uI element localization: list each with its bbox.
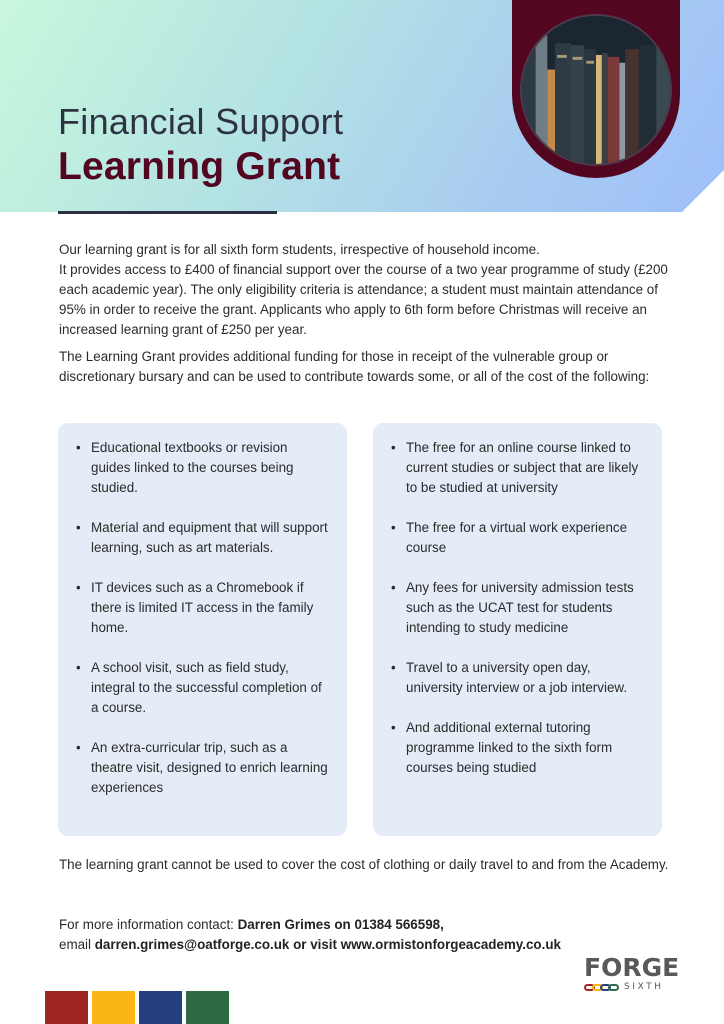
contact-email-website[interactable]: darren.grimes@oatforge.co.uk or visit www.ormistonforgeacademy.co.uk <box>94 937 561 952</box>
eligible-items-right-panel <box>373 423 662 836</box>
bookshelf-image-icon <box>522 16 670 164</box>
contact-info <box>59 915 669 955</box>
title-underline <box>58 211 277 214</box>
bookshelf-photo <box>520 14 672 166</box>
logo-sixth-text: SIXTH <box>624 982 664 992</box>
intro-paragraph-1 <box>59 240 669 340</box>
intro-line-rest: It provides access to £400 of financial support over the course of a two year programme of study (£200 each academic year). The only eligibility criteria is attendance; a student must maintain attendance of 95% in order to receive the grant. Applicants who apply to 6th form before Christmas will receive an increased learning grant of £250 per year. <box>59 262 668 337</box>
contact-email-prefix: email <box>59 937 95 952</box>
exclusion-note: The learning grant cannot be used to cover the cost of clothing or daily travel to and from the Academy. <box>59 857 669 872</box>
footer-swatch-red <box>45 991 88 1024</box>
list-item: • And additional external tutoring programme linked to the sixth form courses being studied <box>391 718 644 778</box>
list-item: • Educational textbooks or revision guides linked to the courses being studied. <box>76 438 329 498</box>
list-item: • IT devices such as a Chromebook if there is limited IT access in the family home. <box>76 578 329 638</box>
footer-swatch-blue <box>139 991 182 1024</box>
list-item: • Material and equipment that will support learning, such as art materials. <box>76 518 329 558</box>
logo-subline <box>584 982 680 992</box>
eligible-items-right-list <box>391 438 644 778</box>
footer-swatch-yellow <box>92 991 135 1024</box>
list-item: • The free for a virtual work experience course <box>391 518 644 558</box>
list-item: • An extra-curricular trip, such as a theatre visit, designed to enrich learning experiences <box>76 738 329 798</box>
list-item: • Travel to a university open day, university interview or a job interview. <box>391 658 644 698</box>
list-item: • The free for an online course linked to current studies or subject that are likely to be studied at university <box>391 438 644 498</box>
intro-paragraph-2: The Learning Grant provides additional funding for those in receipt of the vulnerable group or discretionary bursary and can be used to contribute towards some, or all of the cost of the following: <box>59 349 650 384</box>
chain-links-icon <box>584 984 616 991</box>
footer-swatch-green <box>186 991 229 1024</box>
intro-line-1: Our learning grant is for all sixth form students, irrespective of household income. <box>59 242 540 257</box>
contact-prefix: For more information contact: <box>59 917 238 932</box>
title-learning-grant: Learning Grant <box>58 145 341 188</box>
forge-sixth-logo <box>584 955 680 995</box>
title-financial-support: Financial Support <box>58 101 344 142</box>
eligible-items-left-panel <box>58 423 347 836</box>
list-item: • A school visit, such as field study, integral to the successful completion of a course. <box>76 658 329 718</box>
contact-name-phone: Darren Grimes on 01384 566598, <box>237 917 444 932</box>
eligible-items-left-list <box>76 438 329 798</box>
logo-wordmark: FORGE <box>584 953 680 982</box>
list-item: • Any fees for university admission tests such as the UCAT test for students intending to study medicine <box>391 578 644 638</box>
